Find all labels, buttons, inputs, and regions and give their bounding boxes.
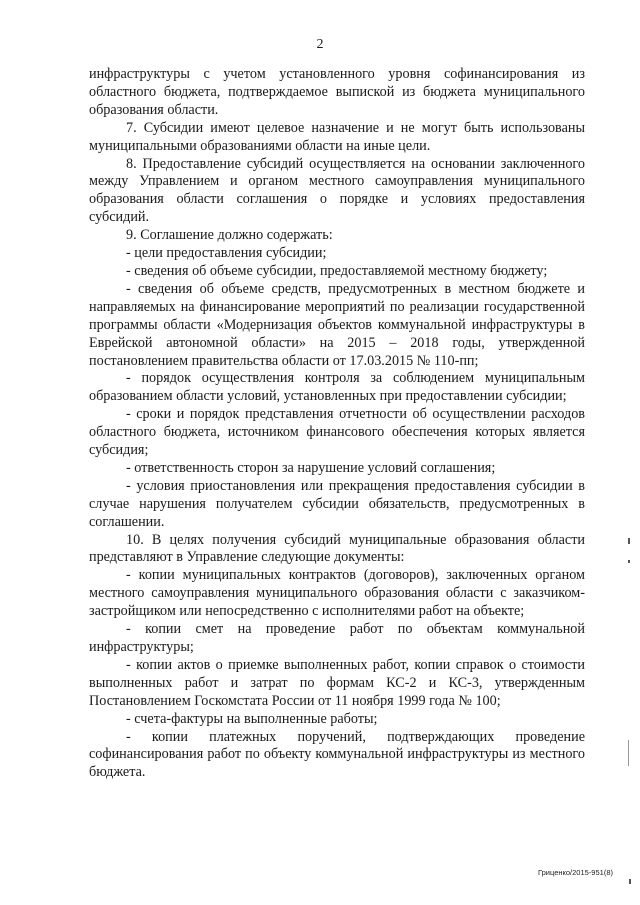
list-item-payment-orders: - копии платежных поручений, подтверждающих проведение софинансирования работ по объекту коммунальной инфраструктуры из местного бюджета. xyxy=(89,728,585,781)
scan-edge-mark xyxy=(628,538,630,544)
scan-edge-mark xyxy=(628,560,630,563)
paragraph-item-10: 10. В целях получения субсидий муниципальные образования области представляют в Управление следующие документы: xyxy=(89,531,585,566)
document-body xyxy=(89,66,585,782)
paragraph-item-9: 9. Соглашение должно содержать: xyxy=(126,227,333,244)
list-item-suspension-conditions: - условия приостановления или прекращения предоставления субсидии в случае нарушения получателем субсидии обязательств, предусмотренных в соглашении. xyxy=(89,477,585,530)
list-item-local-budget-funds: - сведения об объеме средств, предусмотренных в местном бюджете и направляемых на финансирование мероприятий по реализации государственной программы области «Модернизация объектов коммунальной инфраструктуры в Еврейской автономной области» на 2015 – 2018 годы, утвержденной постановлением правительства области от 17.03.2015 № 110-пп; xyxy=(89,280,585,369)
paragraph-infrastructure-cofinancing: инфраструктуры с учетом установленного уровня софинансирования из областного бюджета, подтверждаемое выпиской из бюджета муниципального образования области. xyxy=(89,66,585,118)
page-number: 2 xyxy=(316,37,324,52)
list-item-reporting-terms: - сроки и порядок представления отчетности об осуществлении расходов областного бюджета, источником финансового обеспечения которых является субсидия; xyxy=(89,406,585,459)
paragraph-item-7: 7. Субсидии имеют целевое назначение и не могут быть использованы муниципальными образованиями области на иные цели. xyxy=(89,119,585,154)
scan-edge-mark xyxy=(628,740,629,766)
list-item-contract-copies: - копии муниципальных контрактов (договоров), заключенных органом местного самоуправления муниципального образования области с заказчиком-застройщиком или непосредственно с исполнителями работ на объекте; xyxy=(89,567,585,620)
list-item-responsibility: - ответственность сторон за нарушение условий соглашения; xyxy=(126,459,496,476)
list-item-control-procedure: - порядок осуществления контроля за соблюдением муниципальным образованием области условий, установленных при предоставлении субсидии; xyxy=(89,370,585,405)
list-item-subsidy-amount: - сведения об объеме субсидии, предоставляемой местному бюджету; xyxy=(126,262,548,279)
list-item-acceptance-acts: - копии актов о приемке выполненных работ, копии справок о стоимости выполненных работ и затрат по формам КС-2 и КС-3, утвержденным Постановлением Госкомстата России от 11 ноября 1999 года № 100; xyxy=(89,656,585,709)
footer-document-code: Гриценко/2015-951(8) xyxy=(537,868,613,877)
list-item-subsidy-goals: - цели предоставления субсидии; xyxy=(126,245,327,262)
list-item-estimate-copies: - копии смет на проведение работ по объектам коммунальной инфраструктуры; xyxy=(89,621,585,655)
paragraph-item-8: 8. Предоставление субсидий осуществляется на основании заключенного между Управлением и органом местного самоуправления муниципального образования области соглашения о порядке и условиях предоставления субсидий. xyxy=(89,155,585,226)
list-item-invoices: - счета-фактуры на выполненные работы; xyxy=(126,710,378,727)
scan-edge-mark xyxy=(629,879,631,884)
